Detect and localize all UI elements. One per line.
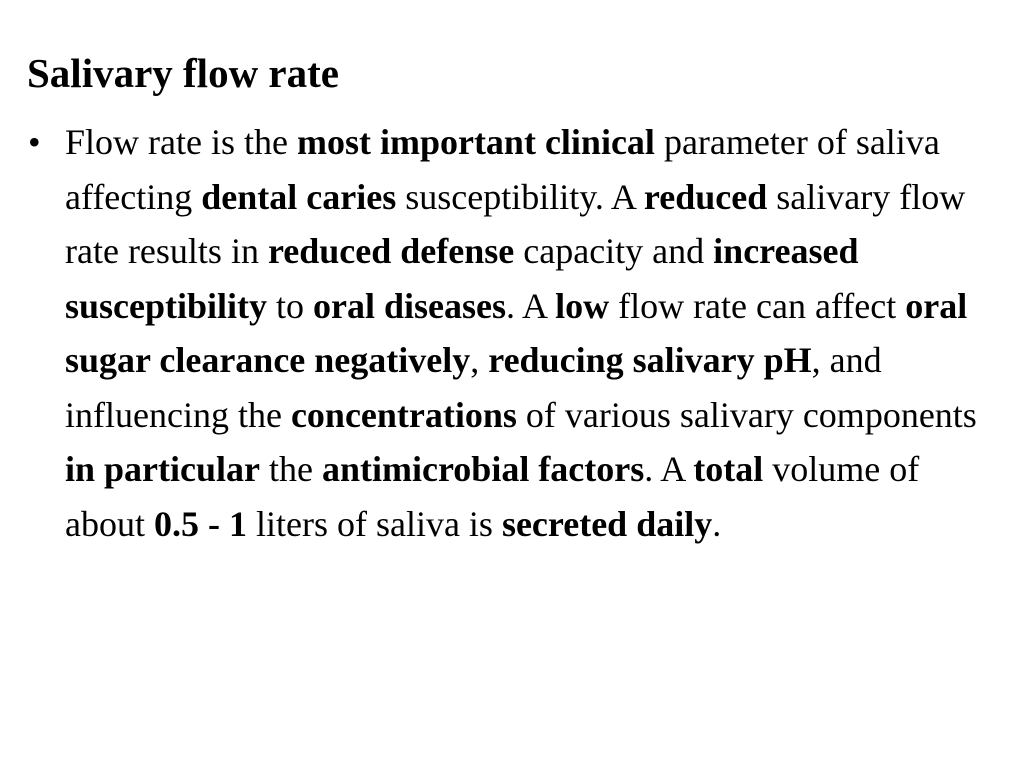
bullet-list <box>28 115 1003 551</box>
bullet-run: Flow rate is the <box>65 122 297 162</box>
bullet-run: . A <box>644 449 694 489</box>
bullet-emphasis: reduced <box>643 176 768 217</box>
bullet-run: parameter of saliva affecting <box>65 122 940 217</box>
bullet-marker: • <box>28 122 41 162</box>
bullet-run: to <box>267 285 314 326</box>
bullet-text <box>65 122 977 544</box>
bullet-emphasis: oral sugar clearance negatively <box>65 285 968 380</box>
bullet-run: . A <box>506 285 556 326</box>
bullet-emphasis: increased susceptibility <box>65 231 859 326</box>
bullet-emphasis: 0.5 - 1 <box>153 503 247 544</box>
bullet-run: , <box>470 340 489 380</box>
bullet-emphasis: in particular <box>65 449 260 489</box>
bullet-run: salivary flow rate results in <box>65 176 966 271</box>
bullet-emphasis: most important clinical <box>296 122 655 162</box>
bullet-emphasis: total <box>693 449 764 489</box>
bullet-item <box>28 115 1003 551</box>
bullet-run: liters of saliva is <box>246 503 502 544</box>
bullet-run: of various salivary components <box>516 394 977 435</box>
bullet-run: susceptibility. A <box>396 176 644 217</box>
bullet-emphasis: low <box>555 285 610 326</box>
bullet-emphasis: oral diseases <box>313 285 507 326</box>
bullet-run: capacity and <box>514 231 714 271</box>
bullet-emphasis: reducing salivary pH <box>488 340 812 380</box>
bullet-emphasis: concentrations <box>290 394 517 435</box>
bullet-run: the <box>260 449 322 489</box>
bullet-emphasis: dental caries <box>201 176 397 217</box>
bullet-run: volume of about <box>65 449 920 544</box>
slide-title: Salivary flow rate <box>27 50 339 96</box>
bullet-run: , and influencing the <box>65 340 882 435</box>
bullet-emphasis: secreted daily <box>501 503 713 544</box>
bullet-emphasis: reduced defense <box>267 231 515 271</box>
bullet-emphasis: antimicrobial factors <box>321 449 645 489</box>
bullet-run: . <box>712 503 722 544</box>
bullet-run: flow rate can affect <box>609 285 906 326</box>
